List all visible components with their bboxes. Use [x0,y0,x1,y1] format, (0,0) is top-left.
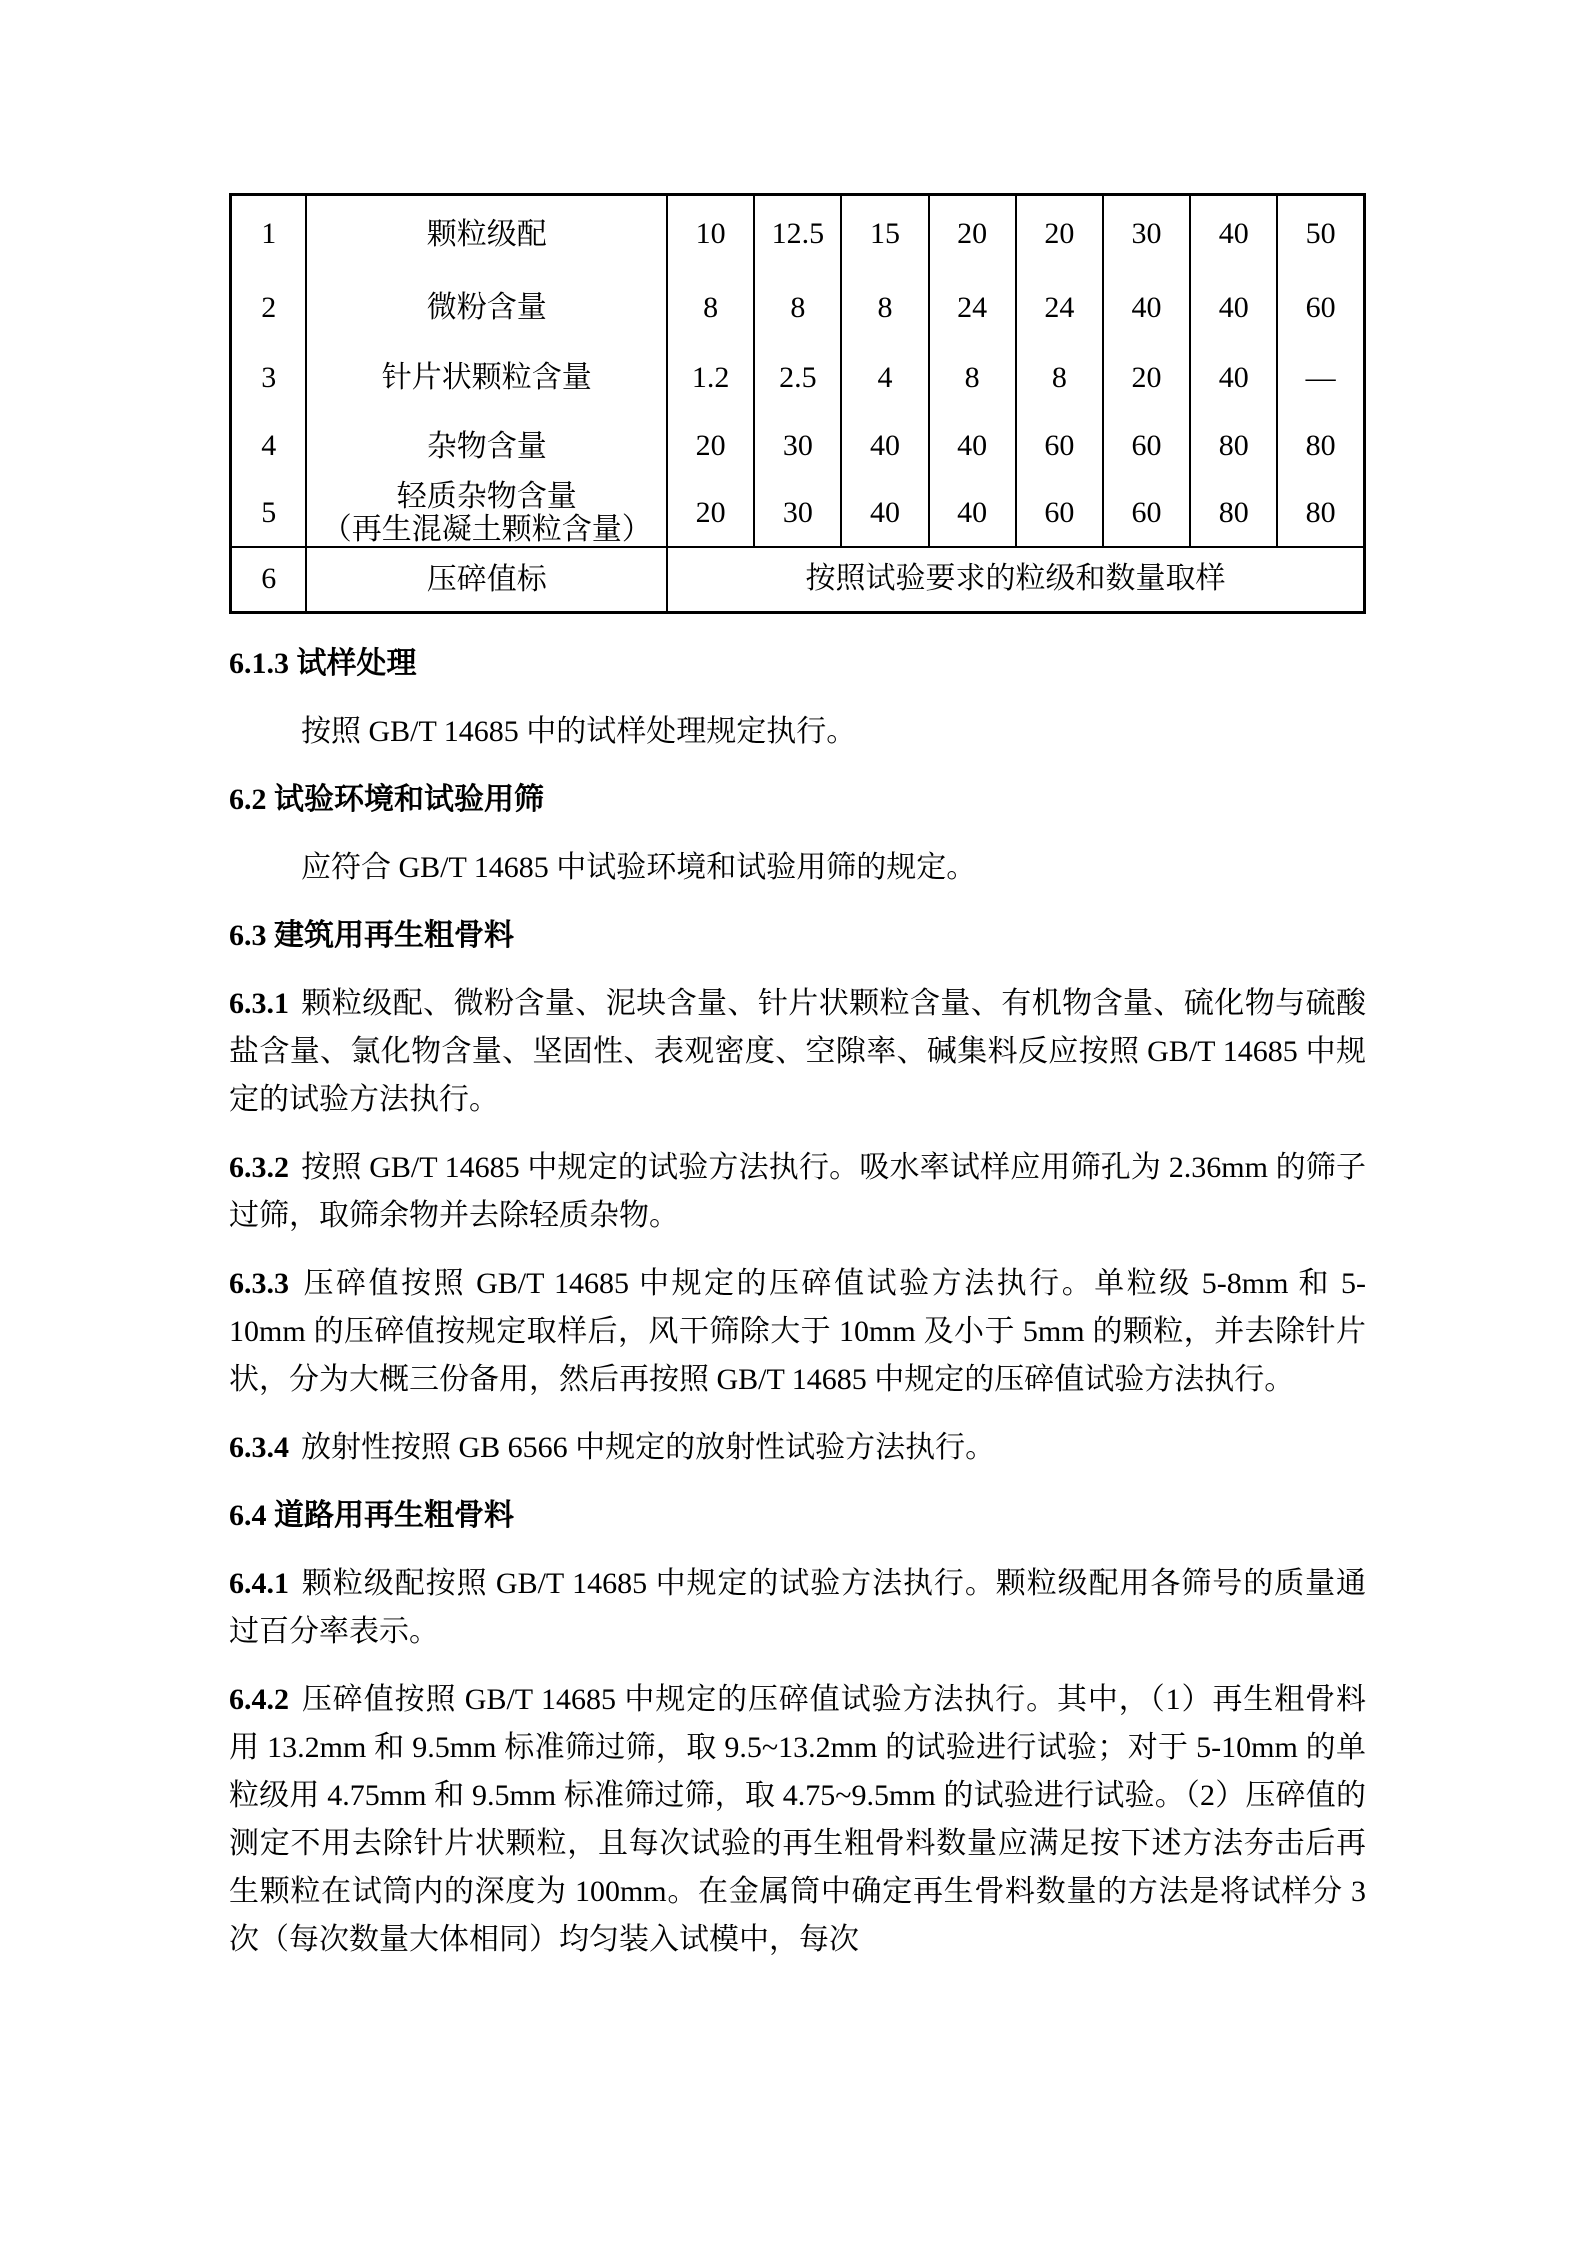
table-row [231,273,1365,343]
numbered-paragraph [229,980,1366,1124]
clause-number: 6.4.1 [229,1567,289,1600]
value-cell: 30 [1103,195,1190,273]
value-cell: 40 [1190,195,1277,273]
row-label-cell [306,480,667,547]
value-cell: 40 [1190,273,1277,343]
value-cell: 24 [929,273,1016,343]
value-cell: 40 [929,480,1016,547]
value-cell: 20 [667,413,754,480]
row-number-cell: 4 [231,413,307,480]
clause-text: 按照 GB/T 14685 中规定的试验方法执行。吸水率试样应用筛孔为 2.36mm 的筛子过筛，取筛余物并去除轻质杂物。 [229,1151,1366,1232]
value-cell: 8 [754,273,841,343]
table-row [231,195,1365,273]
table-row [231,343,1365,413]
row-number-cell: 6 [231,547,307,613]
clause-text: 放射性按照 GB 6566 中规定的放射性试验方法执行。 [301,1431,996,1464]
value-cell: 20 [929,195,1016,273]
value-cell: 60 [1016,480,1103,547]
row-number-cell: 2 [231,273,307,343]
row-label-line: 颗粒级配 [426,217,547,251]
value-cell: 1.2 [667,343,754,413]
page-content [229,193,1366,1984]
value-cell: 60 [1103,413,1190,480]
numbered-paragraph [229,1260,1366,1404]
clause-text: 颗粒级配按照 GB/T 14685 中规定的试验方法执行。颗粒级配用各筛号的质量通过百分率表示。 [229,1567,1366,1648]
row-label-cell [306,195,667,273]
value-cell: 40 [1190,343,1277,413]
spec-table [229,193,1366,614]
row-label-line: 杂物含量 [426,429,547,463]
section-heading: 6.3 建筑用再生粗骨料 [229,919,514,952]
section-heading: 6.1.3 试样处理 [229,647,417,680]
document-body [229,640,1366,1964]
value-cell: 80 [1277,480,1364,547]
row-number-cell: 5 [231,480,307,547]
row-number-cell: 1 [231,195,307,273]
row-label-cell [306,273,667,343]
row-label-cell [306,413,667,480]
merged-value-cell: 按照试验要求的粒级和数量取样 [667,547,1364,613]
value-cell: 4 [841,343,928,413]
value-cell: 24 [1016,273,1103,343]
body-paragraph: 应符合 GB/T 14685 中试验环境和试验用筛的规定。 [301,851,977,884]
row-label-line: 轻质杂物含量 [396,479,577,513]
clause-number: 6.3.2 [229,1151,289,1184]
body-paragraph: 按照 GB/T 14685 中的试样处理规定执行。 [301,715,857,748]
value-cell: 12.5 [754,195,841,273]
value-cell: 30 [754,413,841,480]
clause-number: 6.3.1 [229,987,289,1020]
value-cell: 8 [1016,343,1103,413]
value-cell: 8 [929,343,1016,413]
value-cell: 20 [1103,343,1190,413]
value-cell: 30 [754,480,841,547]
value-cell: 2.5 [754,343,841,413]
clause-number: 6.3.4 [229,1431,289,1464]
value-cell: 8 [841,273,928,343]
numbered-paragraph [229,1424,1366,1472]
row-label-line: 压碎值标 [426,562,547,596]
value-cell: 40 [929,413,1016,480]
value-cell: 60 [1103,480,1190,547]
row-label-cell [306,547,667,613]
value-cell: 40 [1103,273,1190,343]
numbered-paragraph [229,1676,1366,1964]
value-cell: 40 [841,480,928,547]
value-cell: 50 [1277,195,1364,273]
value-cell: 10 [667,195,754,273]
value-cell: 80 [1190,480,1277,547]
clause-number: 6.3.3 [229,1267,289,1300]
table-row [231,547,1365,613]
value-cell: 60 [1277,273,1364,343]
clause-number: 6.4.2 [229,1683,289,1716]
row-label-line: （再生混凝土颗粒含量） [321,512,652,546]
value-cell: 60 [1016,413,1103,480]
row-label-cell [306,343,667,413]
clause-text: 压碎值按照 GB/T 14685 中规定的压碎值试验方法执行。其中，（1）再生粗骨料用 13.2mm 和 9.5mm 标准筛过筛，取 9.5~13.2mm 的试验进行试验；对于 5-10mm 的单粒级用 4.75mm 和 9.5mm 标准筛过筛，取 4.75~9.5mm 的试验进行试验。（2）压碎值的测定不用去除针片状颗粒，且每次试验的再生粗骨料数量应满足按下述方法夯击后再生颗粒在试筒内的深度为 100mm。在金属筒中确定再生骨料数量的方法是将试样分 3 次（每次数量大体相同）均匀装入试模中，每次 [229,1683,1366,1956]
row-label-line: 微粉含量 [426,291,547,324]
clause-text: 颗粒级配、微粉含量、泥块含量、针片状颗粒含量、有机物含量、硫化物与硫酸盐含量、氯化物含量、坚固性、表观密度、空隙率、碱集料反应按照 GB/T 14685 中规定的试验方法执行。 [229,987,1366,1116]
numbered-paragraph [229,1560,1366,1656]
row-label-line: 针片状颗粒含量 [381,361,592,394]
table-row [231,480,1365,547]
row-number-cell: 3 [231,343,307,413]
value-cell: 40 [841,413,928,480]
numbered-paragraph [229,1144,1366,1240]
section-heading: 6.2 试验环境和试验用筛 [229,783,544,816]
value-cell: 8 [667,273,754,343]
value-cell: 80 [1190,413,1277,480]
clause-text: 压碎值按照 GB/T 14685 中规定的压碎值试验方法执行。单粒级 5-8mm 和 5-10mm 的压碎值按规定取样后，风干筛除大于 10mm 及小于 5mm 的颗粒，并去除针片状，分为大概三份备用，然后再按照 GB/T 14685 中规定的压碎值试验方法执行。 [229,1267,1366,1396]
table-row [231,413,1365,480]
value-cell: 20 [1016,195,1103,273]
value-cell: — [1277,343,1364,413]
value-cell: 15 [841,195,928,273]
section-heading: 6.4 道路用再生粗骨料 [229,1499,514,1532]
value-cell: 20 [667,480,754,547]
value-cell: 80 [1277,413,1364,480]
